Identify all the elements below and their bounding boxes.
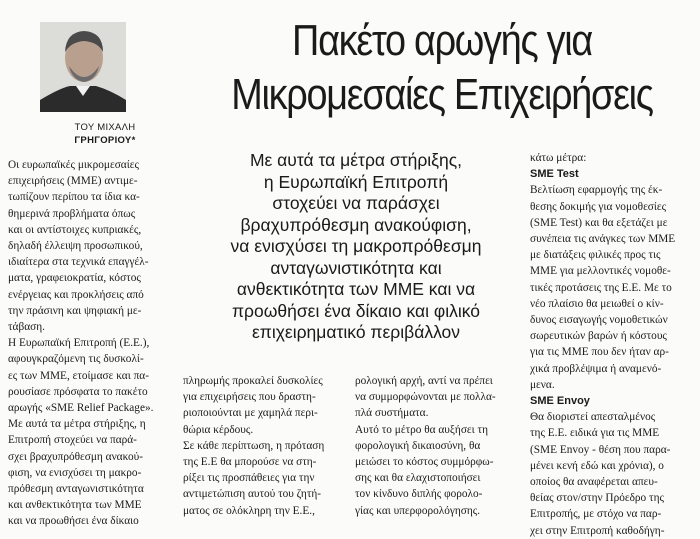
text-line: Θα διοριστεί απεσταλμένος (530, 411, 656, 424)
text-line: αφουγκραζόμενη τις δυσκολί- (8, 353, 144, 366)
text-line: κάτω μέτρα: (530, 152, 587, 164)
author-photo (40, 22, 126, 112)
text-line: φορολογική δικαιοσύνη, θα (355, 439, 481, 452)
deck-line: η Ευρωπαϊκή Επιτροπή (263, 171, 449, 192)
text-line: τικές προτάσεις της Ε.Ε. Με το (530, 281, 672, 294)
text-line: συνέπεια τις ανάγκες των ΜΜΕ (530, 233, 676, 246)
deck-line: βραχυπρόθεσμη ανακούφιση, (240, 214, 472, 235)
text-line: ρίξει τις προσπάθειες για την (183, 472, 315, 485)
text-line: Σε κάθε περίπτωση, η πρόταση (183, 439, 325, 452)
text-line: μειώσει το κόστος συμμόρφω- (355, 456, 494, 469)
text-line: φιση, να ενισχύσει τη μακρο- (8, 466, 142, 479)
text-line: ρουσίασε πρόσφατα το πακέτο (8, 385, 148, 398)
text-line: πλά συστήματα. (355, 407, 429, 420)
text-line: ιδιαίτερα στα τεχνικά επαγγέλ- (8, 256, 149, 269)
text-line: οποίος θα αναφέρεται απευ- (530, 476, 658, 489)
text-line: αρωγής «SME Relief Package». (8, 402, 154, 415)
text-line: δηλαδή έλλειψη προσωπικού, (8, 240, 143, 253)
text-line: να συμμορφώνονται με πολλα- (355, 391, 496, 404)
deck-line: προωθήσει ένα δίκαιο και φιλικό (231, 300, 481, 321)
text-line: και ανθεκτικότητα των ΜΜΕ (8, 499, 142, 512)
text-line: σχει βραχυπρόθεσμη ανακού- (8, 450, 144, 463)
title-line-1: Πακέτο αρωγής για (292, 16, 592, 65)
text-line: και να προωθήσει ένα δίκαιο (8, 515, 139, 528)
text-line: ριοποιούνται με χαμηλά περι- (183, 407, 318, 420)
text-line: θημερινά προβλήματα όπως (8, 207, 136, 220)
text-line: δυνος εισαγωγής νομοθετικών (530, 314, 668, 327)
text-line: τον κίνδυνο διπλής φορολο- (355, 488, 483, 501)
subheading-sme-envoy: SME Envoy (530, 395, 590, 408)
article-title (220, 14, 664, 122)
subheading-sme-test: SME Test (530, 168, 579, 181)
article-deck (180, 150, 532, 344)
text-line: γίας και υπερφορολόγησης. (355, 504, 481, 517)
text-line: ματος σε ολόκληρη την Ε.Ε., (183, 504, 315, 517)
article-column-2 (183, 373, 345, 519)
text-line: μενα. (530, 378, 555, 391)
text-line: ες των ΜΜΕ, ετοίμασε και πα- (8, 369, 149, 382)
text-line: Επιτροπής, με στόχο να παρ- (530, 508, 662, 521)
article-column-1 (8, 157, 178, 530)
text-line: ματα, γραφειοκρατία, κόστος (8, 272, 141, 285)
deck-line: επιχειρηματικό περιβάλλον (251, 322, 461, 342)
text-line: θείας στον/στην Πρόεδρο της (530, 492, 664, 505)
text-line: με διατάξεις φιλικές προς τις (530, 249, 661, 262)
text-line: πληρωμής προκαλεί δυσκολίες (183, 375, 323, 387)
deck-line: ανταγωνιστικότητα και (270, 257, 442, 278)
deck-line: Με αυτά τα μέτρα στήριξης, (249, 150, 463, 170)
article-column-4 (530, 150, 690, 539)
text-line: χει στην Επιτροπή καθοδήγη- (530, 524, 665, 537)
deck-line: ανθεκτικότητα των ΜΜΕ και να (236, 279, 476, 299)
article-column-3 (355, 373, 523, 519)
text-line: μένει κενή εδώ και χρόνια), ο (530, 459, 664, 472)
author-name: ΓΡΗΓΟΡΙΟΥ* (74, 135, 136, 146)
text-line: πρόθεσμη ανταγωνιστικότητα (8, 483, 144, 496)
byline-prefix: ΤΟΥ ΜΙΧΑΛΗ (74, 122, 136, 133)
text-line: (SME Envoy - θέση που παρα- (530, 443, 671, 456)
text-line: της Ε.Ε θα μπορούσε να στη- (183, 456, 317, 469)
text-line: νέο πλαίσιο θα μειωθεί ο κίν- (530, 297, 664, 310)
text-line: της Ε.Ε. ειδικά για τις ΜΜΕ (530, 427, 660, 440)
text-line: (SME Test) και θα εξετάζει με (530, 216, 668, 229)
deck-line: στοχεύει να παράσχει (272, 193, 440, 213)
text-line: ενέργειας και προκλήσεις από (8, 288, 144, 301)
text-line: Με αυτά τα μέτρα στήριξης, η (8, 418, 146, 431)
text-line: την πράσινη και ψηφιακή με- (8, 304, 142, 317)
text-line: και οι αντίστοιχες κυπριακές, (8, 223, 142, 236)
text-line: θώρια κέρδους. (183, 423, 254, 436)
text-line: για τις ΜΜΕ που δεν ήταν αρ- (530, 346, 669, 359)
text-line: Αυτό το μέτρο θα αυξήσει τη (355, 423, 488, 436)
text-line: Βελτίωση εφαρμογής της έκ- (530, 184, 663, 197)
text-line: ρολογική αρχή, αντί να πρέπει (355, 375, 493, 387)
title-line-2: Μικρομεσαίες Επιχειρήσεις (231, 70, 653, 119)
text-line: για επιχειρήσεις που δραστη- (183, 391, 316, 404)
text-line: σης και θα ελαχιστοποιήσει (355, 472, 481, 485)
text-line: τάβαση. (8, 321, 45, 334)
text-line: θεσης δοκιμής για νομοθεσίες (530, 200, 667, 213)
text-line: τωπίζουν περίπου τα ίδια κα- (8, 191, 140, 204)
text-line: χικά προβλέψιμα ή αναμενό- (530, 362, 662, 375)
text-line: αντιμετώπιση αυτού του ζητή- (183, 488, 322, 501)
text-line: ΜΜΕ για μελλοντικές νομοθε- (530, 265, 671, 278)
text-line: Οι ευρωπαϊκές μικρομεσαίες (8, 159, 139, 171)
text-line: σωρευτικών βαρών ή κόστους (530, 330, 667, 343)
text-line: Επιτροπή στοχεύει να παρά- (8, 434, 137, 447)
deck-line: να ενισχύσει τη μακροπρόθεσμη (230, 236, 482, 256)
text-line: επιχειρήσεις (ΜΜΕ) αντιμε- (8, 175, 138, 188)
text-line: Η Ευρωπαϊκή Επιτροπή (Ε.Ε.), (8, 337, 150, 350)
